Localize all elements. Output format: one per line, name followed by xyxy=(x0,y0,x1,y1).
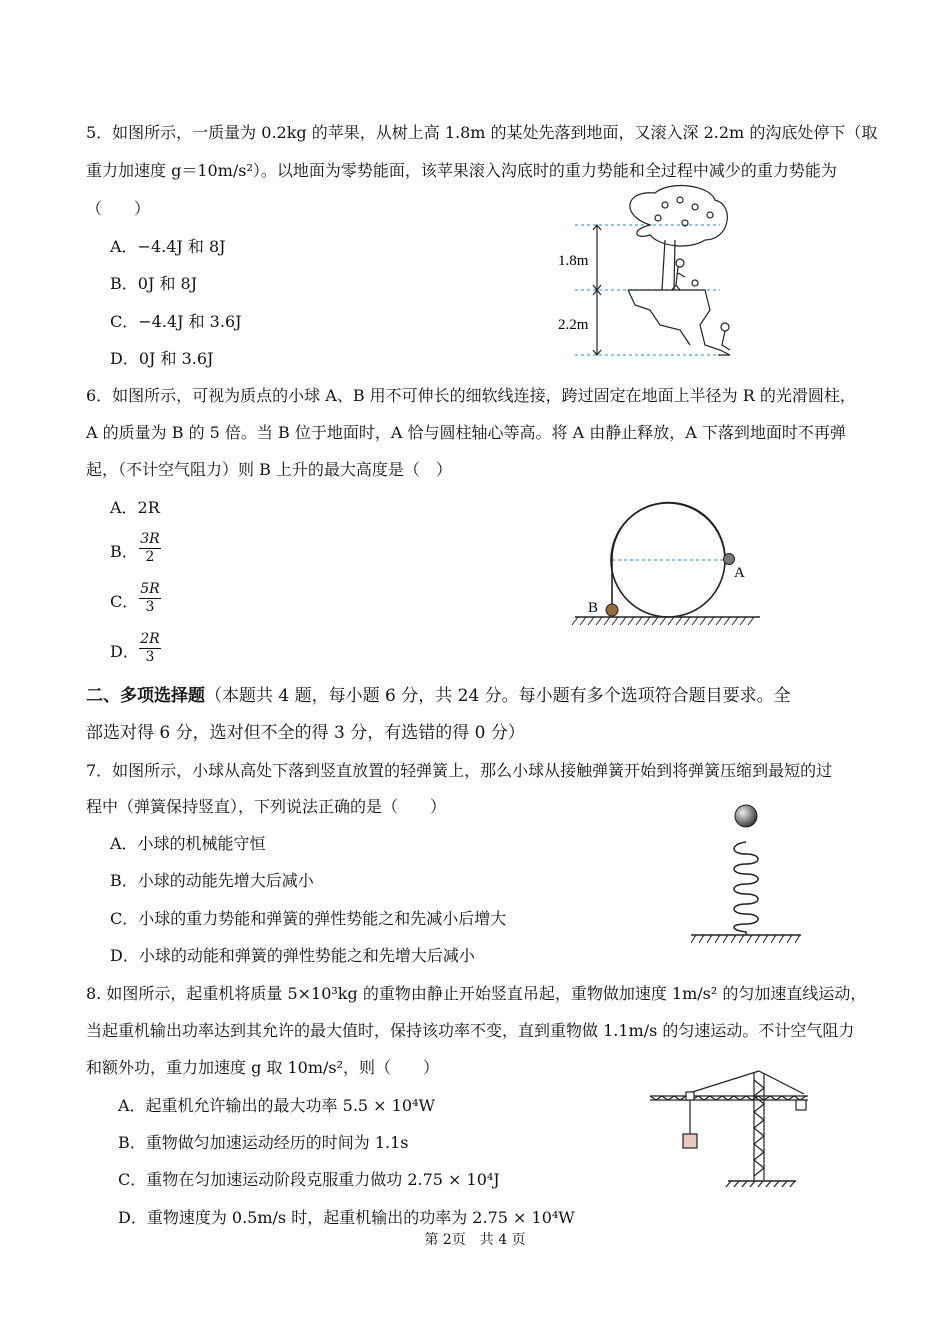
q8-stem-line3: 和额外功，重力加速度 g 取 10m/s²，则（ ） xyxy=(86,1058,440,1077)
section2-desc1: （本题共 4 题，每小题 6 分，共 24 分。每小题有多个选项符合题目要求。全 xyxy=(205,686,791,706)
ball-a-label: A xyxy=(734,565,745,581)
q6-option-c-letter: C． xyxy=(110,592,139,611)
q8-option-d: D．重物速度为 0.5m/s 时，起重机输出的功率为 2.75 × 10⁴W xyxy=(118,1208,575,1227)
q8-stem-line2: 当起重机输出功率达到其允许的最大值时，保持该功率不变，直到重物做 1.1m/s 的匀速运动。不计空气阻力 xyxy=(86,1021,855,1040)
q6-option-d-letter: D． xyxy=(110,642,139,661)
q6-option-c-fraction xyxy=(139,581,161,616)
section2-heading-line1 xyxy=(86,684,791,708)
q8-option-c: C．重物在匀加速运动阶段克服重力做功 2.75 × 10⁴J xyxy=(118,1170,500,1189)
q5-option-d: D．0J 和 3.6J xyxy=(110,349,214,368)
q7-option-d: D．小球的动能和弹簧的弹性势能之和先增大后减小 xyxy=(110,946,475,965)
height-label-1-8m: 1.8m xyxy=(558,253,589,269)
page-footer: 第 2页 共 4 页 xyxy=(424,1232,526,1248)
q5-option-b: B．0J 和 8J xyxy=(110,274,198,293)
q6-option-d-fraction xyxy=(139,631,161,666)
q6-stem-line1: 6．如图所示，可视为质点的小球 A、B 用不可伸长的细软线连接，跨过固定在地面上半径为 R 的光滑圆柱， xyxy=(86,386,856,405)
q5-option-a: A．−4.4J 和 8J xyxy=(110,237,226,256)
q7-stem-line1: 7．如图所示，小球从高处下落到竖直放置的轻弹簧上，那么小球从接触弹簧开始到将弹簧压缩到最短的过 xyxy=(86,761,833,780)
q7-option-a: A．小球的机械能守恒 xyxy=(110,834,266,853)
frac-denominator: 2 xyxy=(145,549,155,565)
frac-numerator: 3R xyxy=(140,531,160,547)
frac-denominator: 3 xyxy=(145,649,155,665)
q6-option-b-letter: B． xyxy=(110,542,138,561)
q7-stem-line2: 程中（弹簧保持竖直），下列说法正确的是（ ） xyxy=(86,797,447,816)
q6-stem-line2: A 的质量为 B 的 5 倍。当 B 位于地面时，A 恰与圆柱轴心等高。将 A 由静止释放，A 下落到地面时不再弹 xyxy=(86,423,846,442)
q5-stem-line1: 5．如图所示，一质量为 0.2kg 的苹果，从树上高 1.8m 的某处先落到地面，又滚入深 2.2m 的沟底处停下（取 xyxy=(86,123,878,142)
section2-desc2: 部选对得 6 分，选对但不全的得 3 分，有选错的得 0 分） xyxy=(86,723,525,743)
q8-stem-line1: 8. 如图所示，起重机将质量 5×10³kg 的重物由静止开始竖直吊起，重物做加速度 1m/s² 的匀加速直线运动， xyxy=(86,984,867,1003)
q5-option-c: C．−4.4J 和 3.6J xyxy=(110,312,242,331)
q7-option-c: C．小球的重力势能和弹簧的弹性势能之和先减小后增大 xyxy=(110,909,507,928)
frac-numerator: 5R xyxy=(140,581,160,597)
frac-denominator: 3 xyxy=(145,599,155,615)
q6-option-a: A．2R xyxy=(110,498,160,517)
apple-tree-figure xyxy=(540,185,770,365)
section2-title: 二、多项选择题 xyxy=(86,686,205,706)
q8-option-a: A．起重机允许输出的最大功率 5.5 × 10⁴W xyxy=(118,1096,435,1115)
q6-option-b-fraction xyxy=(139,531,161,566)
cylinder-pulley-figure xyxy=(570,500,770,630)
spring-ball-figure xyxy=(686,800,806,945)
q5-stem-line3: （ ） xyxy=(86,199,151,218)
q5-stem-line2: 重力加速度 g＝10m/s²）。以地面为零势能面，该苹果滚入沟底时的重力势能和全过程中减少的重力势能为 xyxy=(86,161,837,180)
q6-stem-line3: 起，（不计空气阻力）则 B 上升的最大高度是（ ） xyxy=(86,460,452,479)
crane-figure xyxy=(646,1068,816,1190)
ball-b-label: B xyxy=(588,600,599,616)
q8-option-b: B．重物做匀加速运动经历的时间为 1.1s xyxy=(118,1133,409,1152)
depth-label-2-2m: 2.2m xyxy=(558,317,589,333)
frac-numerator: 2R xyxy=(140,631,160,647)
q7-option-b: B．小球的动能先增大后减小 xyxy=(110,871,314,890)
